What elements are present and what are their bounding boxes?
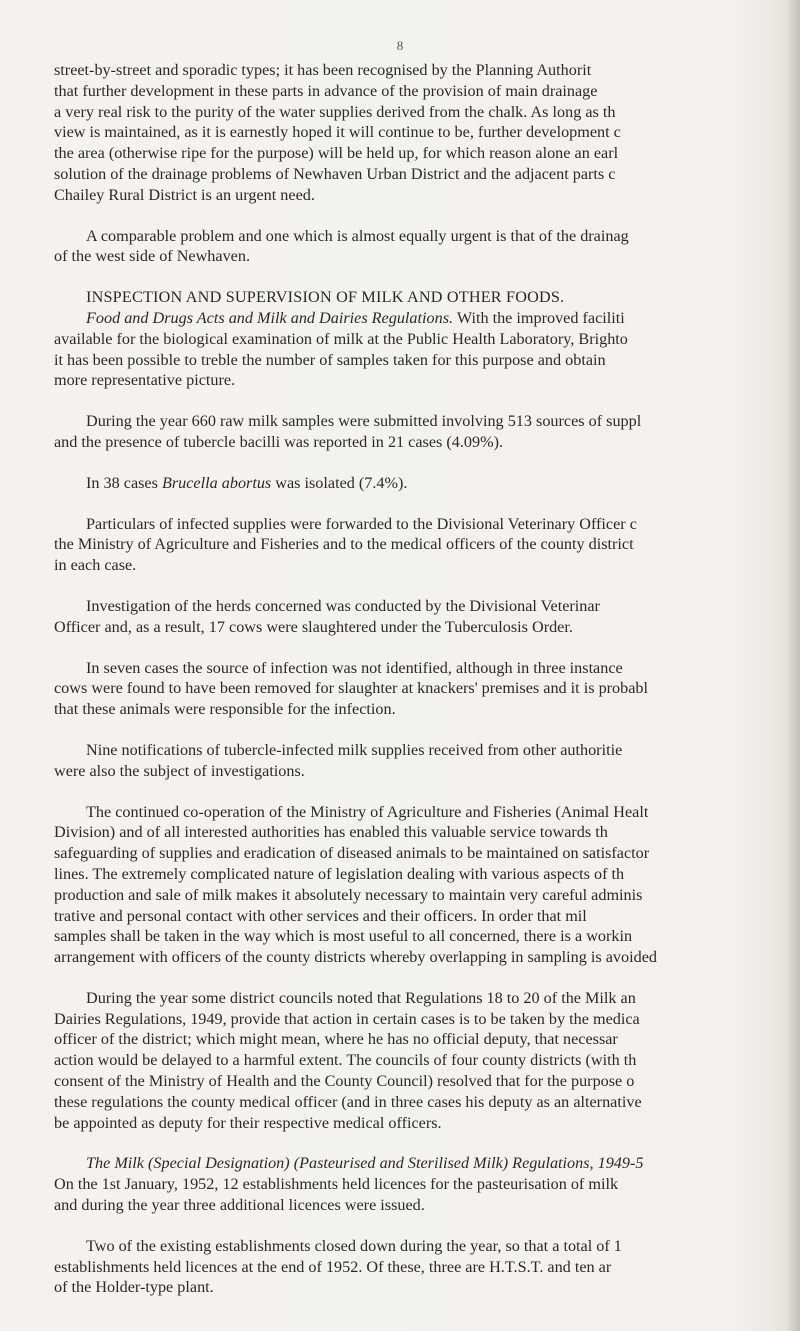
text-run: the area (otherwise ripe for the purpose) will be held up, for which reason alone an earl — [54, 144, 619, 163]
text-run: establishments held licences at the end of 1952. Of these, three are H.T.S.T. and ten ar — [54, 1257, 612, 1276]
text-line — [54, 473, 796, 494]
text-run: these regulations the county medical officer (and in three cases his deputy as an alternative — [54, 1092, 642, 1111]
text-line — [54, 658, 796, 679]
text-run: safeguarding of supplies and eradication of diseased animals to be maintained on satisfactor — [54, 844, 650, 863]
text-run: officer of the district; which might mean, where he has no official deputy, that necessar — [54, 1030, 618, 1049]
text-line — [54, 843, 796, 864]
paragraph-gap — [54, 968, 796, 988]
text-run: With the improved faciliti — [453, 308, 625, 327]
paragraph — [54, 740, 796, 782]
text-run: Chailey Rural District is an urgent need. — [54, 185, 315, 204]
paragraph — [54, 514, 796, 576]
text-run: a very real risk to the purity of the water supplies derived from the chalk. As long as th — [54, 102, 616, 121]
text-run: that further development in these parts in advance of the provision of main drainage — [54, 81, 598, 100]
paragraph-gap — [54, 782, 796, 802]
text-line — [54, 246, 796, 267]
text-line — [54, 988, 796, 1009]
text-run: solution of the drainage problems of Newhaven Urban District and the adjacent parts c — [54, 164, 616, 183]
text-run: and during the year three additional licences were issued. — [54, 1196, 425, 1215]
text-line — [54, 164, 796, 185]
text-line — [54, 699, 796, 720]
text-run: be appointed as deputy for their respective medical officers. — [54, 1113, 442, 1132]
text-line — [54, 370, 796, 391]
text-run: action would be delayed to a harmful extent. The councils of four county districts (with th — [54, 1051, 637, 1070]
text-run: lines. The extremely complicated nature of legislation dealing with various aspects of th — [54, 864, 625, 883]
italic-text: Brucella abortus — [161, 473, 272, 492]
text-line — [54, 514, 796, 535]
paragraph — [54, 802, 796, 968]
paragraph-gap — [54, 720, 796, 740]
body-text — [54, 60, 796, 1298]
text-line — [54, 1009, 796, 1030]
text-line — [54, 143, 796, 164]
text-run: of the west side of Newhaven. — [54, 247, 250, 266]
paragraph-gap — [54, 1216, 796, 1236]
text-line — [54, 822, 796, 843]
text-line — [54, 1029, 796, 1050]
text-line — [54, 761, 796, 782]
text-line — [54, 678, 796, 699]
text-run: were also the subject of investigations. — [54, 761, 305, 780]
paragraph — [54, 1153, 796, 1215]
text-run: A comparable problem and one which is almost equally urgent is that of the drainag — [86, 226, 629, 245]
text-line — [54, 534, 796, 555]
text-run: arrangement with officers of the county districts whereby overlapping in sampling is avoided — [54, 948, 657, 967]
text-run: cows were found to have been removed for slaughter at knackers' premises and it is probabl — [54, 679, 649, 698]
text-line — [54, 432, 796, 453]
text-line — [54, 308, 796, 329]
text-run: was isolated (7.4%). — [271, 473, 408, 492]
text-line — [54, 411, 796, 432]
paragraph — [54, 658, 796, 720]
text-run: In 38 cases — [86, 473, 162, 492]
page-edge-shadow — [786, 0, 800, 1331]
text-run: Two of the existing establishments closed down during the year, so that a total of 1 — [86, 1236, 622, 1255]
text-run: During the year 660 raw milk samples were submitted involving 513 sources of suppl — [86, 412, 642, 431]
text-line — [54, 617, 796, 638]
text-run: Division) and of all interested authorities has enabled this valuable service towards th — [54, 823, 608, 842]
paragraph-gap — [54, 576, 796, 596]
text-line — [54, 226, 796, 247]
text-run: In seven cases the source of infection was not identified, although in three instance — [86, 658, 623, 677]
italic-text: Food and Drugs Acts and Milk and Dairies Regulations. — [86, 308, 454, 327]
text-line — [54, 1277, 796, 1298]
text-run: Investigation of the herds concerned was conducted by the Divisional Veterinar — [86, 596, 600, 615]
paragraph — [54, 473, 796, 494]
paragraph-gap — [54, 638, 796, 658]
text-line — [54, 1174, 796, 1195]
section-heading — [54, 287, 796, 308]
text-line — [54, 864, 796, 885]
text-run: consent of the Ministry of Health and the County Council) resolved that for the purpose o — [54, 1072, 635, 1091]
text-line — [54, 122, 796, 143]
text-line — [54, 1071, 796, 1092]
text-line — [54, 1113, 796, 1134]
text-run: Particulars of infected supplies were forwarded to the Divisional Veterinary Officer c — [86, 514, 637, 533]
paragraph — [54, 411, 796, 453]
paragraph — [54, 1236, 796, 1298]
text-run: production and sale of milk makes it absolutely necessary to maintain very careful adminis — [54, 885, 643, 904]
text-line — [54, 1153, 796, 1174]
text-run: samples shall be taken in the way which is most useful to all concerned, there is a workin — [54, 927, 633, 946]
text-line — [54, 802, 796, 823]
text-line — [54, 81, 796, 102]
text-run: that these animals were responsible for the infection. — [54, 700, 396, 719]
text-line — [54, 555, 796, 576]
paragraph — [54, 596, 796, 638]
paragraph-gap — [54, 267, 796, 287]
text-run: Nine notifications of tubercle-infected milk supplies received from other authoritie — [86, 740, 623, 759]
text-line — [54, 947, 796, 968]
text-line — [54, 102, 796, 123]
text-run: and the presence of tubercle bacilli was reported in 21 cases (4.09%). — [54, 432, 504, 451]
text-line — [54, 1195, 796, 1216]
text-line — [54, 329, 796, 350]
paragraph-gap — [54, 391, 796, 411]
paragraph — [54, 60, 796, 206]
paragraph-gap — [54, 453, 796, 473]
text-line — [54, 1236, 796, 1257]
text-run: of the Holder-type plant. — [54, 1278, 214, 1297]
text-run: Dairies Regulations, 1949, provide that action in certain cases is to be taken by the medica — [54, 1009, 640, 1028]
paragraph-gap — [54, 1133, 796, 1153]
text-run: view is maintained, as it is earnestly hoped it will continue to be, further development c — [54, 123, 621, 142]
paragraph — [54, 988, 796, 1134]
paragraph — [54, 226, 796, 268]
text-line — [54, 596, 796, 617]
text-line — [54, 350, 796, 371]
page-number: 8 — [396, 38, 404, 53]
text-line — [54, 906, 796, 927]
text-run: The continued co-operation of the Ministry of Agriculture and Fisheries (Animal Healt — [86, 802, 649, 821]
text-run: Officer and, as a result, 17 cows were slaughtered under the Tuberculosis Order. — [54, 617, 573, 636]
text-line — [54, 60, 796, 81]
italic-text: The Milk (Special Designation) (Pasteurised and Sterilised Milk) Regulations, 1949-5 — [86, 1154, 644, 1173]
text-run: trative and personal contact with other services and their officers. In order that mil — [54, 906, 587, 925]
text-line — [54, 1257, 796, 1278]
text-run: street-by-street and sporadic types; it has been recognised by the Planning Authorit — [54, 61, 592, 79]
text-line — [54, 1092, 796, 1113]
text-line — [54, 740, 796, 761]
text-run: INSPECTION AND SUPERVISION OF MILK AND OTHER FOODS. — [86, 288, 565, 307]
text-line — [54, 1050, 796, 1071]
text-run: During the year some district councils noted that Regulations 18 to 20 of the Milk an — [86, 988, 636, 1007]
text-run: available for the biological examination of milk at the Public Health Laboratory, Brighto — [54, 329, 628, 348]
text-run: the Ministry of Agriculture and Fisheries and to the medical officers of the county district — [54, 535, 634, 554]
paragraph — [54, 287, 796, 391]
paragraph-gap — [54, 494, 796, 514]
text-run: more representative picture. — [54, 371, 236, 390]
text-run: in each case. — [54, 556, 137, 575]
paragraph-gap — [54, 206, 796, 226]
text-line — [54, 926, 796, 947]
text-run: it has been possible to treble the number of samples taken for this purpose and obtain — [54, 350, 606, 369]
text-line — [54, 885, 796, 906]
text-line — [54, 185, 796, 206]
text-run: On the 1st January, 1952, 12 establishments held licences for the pasteurisation of milk — [54, 1175, 619, 1194]
